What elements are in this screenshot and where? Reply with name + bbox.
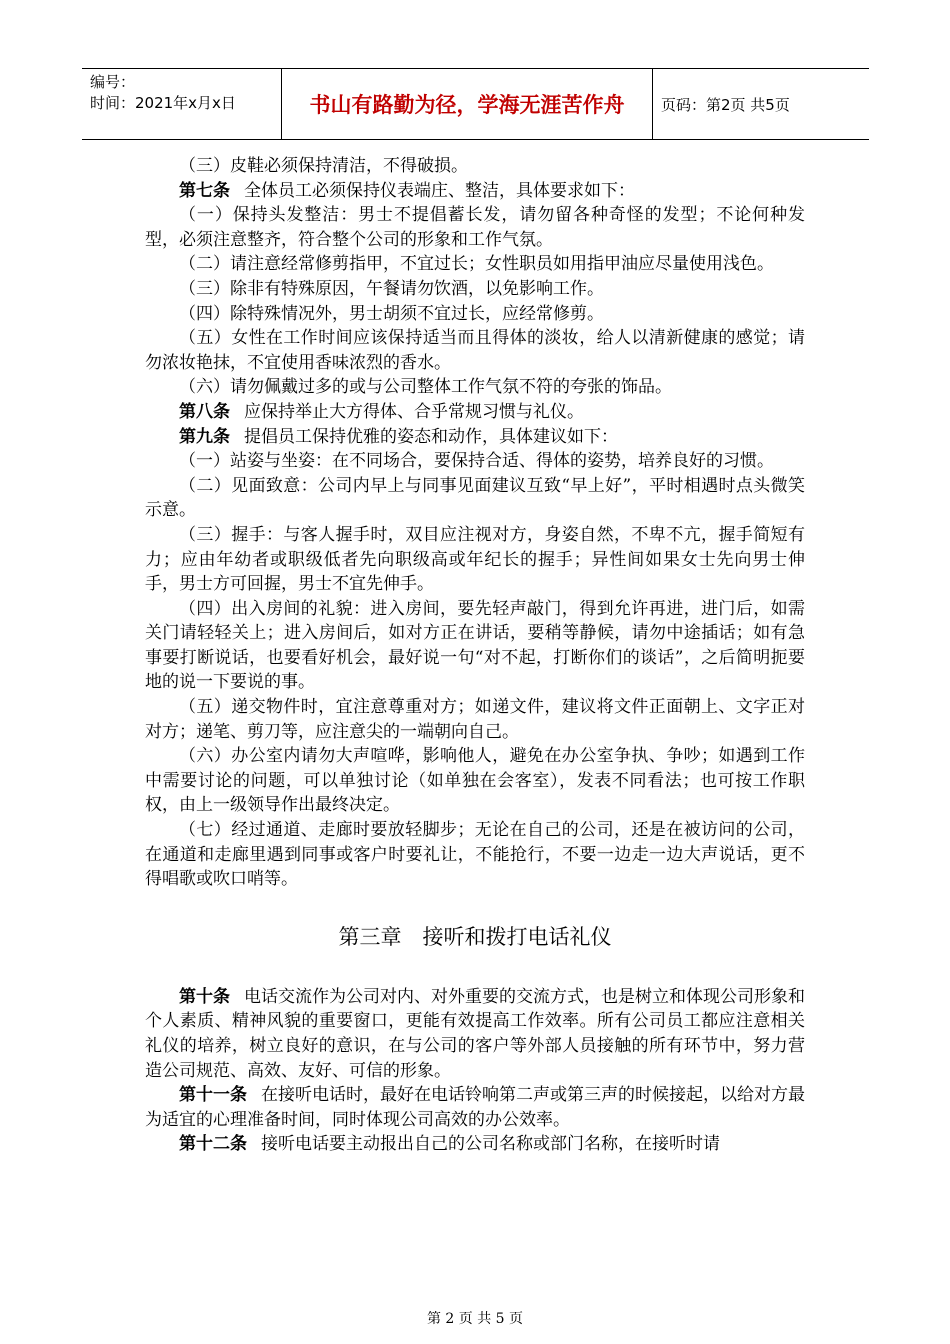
header-page-label: 页码：第2页 共5页 <box>661 95 790 114</box>
paragraph <box>145 252 805 277</box>
paragraph-text: （二）请注意经常修剪指甲，不宜过长；女性职员如用指甲油应尽量使用浅色。 <box>179 254 774 275</box>
article-lead: 第七条 <box>179 180 230 201</box>
header-meta-cell <box>82 69 282 139</box>
paragraph <box>145 400 805 425</box>
paragraph <box>145 425 805 450</box>
chapter-title: 第三章 接听和拨打电话礼仪 <box>338 924 612 949</box>
paragraph-text: （一）保持头发整洁：男士不提倡蓄长发，请勿留各种奇怪的发型；不论何种发型，必须注意整齐，符合整个公司的形象和工作气氛。 <box>145 205 805 250</box>
paragraph-text: （五）女性在工作时间应该保持适当而且得体的淡妆，给人以清新健康的感觉；请勿浓妆艳抹，不宜使用香味浓烈的香水。 <box>145 328 805 373</box>
paragraph-text: （三）除非有特殊原因，午餐请勿饮酒，以免影响工作。 <box>179 278 604 299</box>
article-lead: 第十条 <box>179 986 230 1007</box>
paragraph <box>145 449 805 474</box>
article-lead: 第九条 <box>179 426 230 447</box>
paragraph-text: （三）皮鞋必须保持清洁，不得破损。 <box>179 156 468 176</box>
serial-label: 编号： <box>90 73 136 91</box>
paragraph <box>145 1132 805 1157</box>
article-lead: 第八条 <box>179 401 230 422</box>
paragraph-text: 提倡员工保持优雅的姿态和动作，具体建议如下： <box>244 426 618 447</box>
page-footer: 第 2 页 共 5 页 <box>426 1311 524 1327</box>
time-label: 时间：2021年x月x日 <box>90 94 236 112</box>
paragraph-text: （五）递交物件时，宜注意尊重对方；如递文件，建议将文件正面朝上、文字正对对方；递笔、剪刀等，应注意尖的一端朝向自己。 <box>145 697 805 742</box>
paragraph-text: 应保持举止大方得体、合乎常规习惯与礼仪。 <box>244 401 584 422</box>
header-motto: 书山有路勤为径，学海无涯苦作舟 <box>282 69 653 139</box>
paragraph <box>145 818 805 892</box>
paragraph-text: 全体员工必须保持仪表端庄、整洁，具体要求如下： <box>244 180 635 201</box>
section-part1 <box>145 154 805 892</box>
paragraph-text: （七）经过通道、走廊时要放轻脚步；无论在自己的公司，还是在被访问的公司，在通道和走廊里遇到同事或客户时要礼让，不能抢行，不要一边走一边大声说话，更不得唱歌或吹口哨等。 <box>145 820 805 890</box>
paragraph <box>145 744 805 818</box>
paragraph <box>145 154 805 179</box>
paragraph <box>145 1083 805 1132</box>
paragraph <box>145 375 805 400</box>
page-header <box>82 68 869 140</box>
section-part2 <box>145 985 805 1157</box>
paragraph-text: （二）见面致意：公司内早上与同事见面建议互致“早上好”，平时相遇时点头微笑示意。 <box>145 475 805 521</box>
paragraph <box>145 985 805 1083</box>
paragraph <box>145 474 805 523</box>
paragraph <box>145 695 805 744</box>
article-lead: 第十二条 <box>179 1134 247 1155</box>
paragraph <box>145 597 805 695</box>
paragraph-text: （一）站姿与坐姿：在不同场合，要保持合适、得体的姿势，培养良好的习惯。 <box>179 451 774 472</box>
paragraph <box>145 326 805 375</box>
paragraph-text: 电话交流作为公司对内、对外重要的交流方式，也是树立和体现公司形象和个人素质、精神风貌的重要窗口，更能有效提高工作效率。所有公司员工都应注意相关礼仪的培养，树立良好的意识，在与公司的客户等外部人员接触的所有环节中，努力营造公司规范、高效、友好、可信的形象。 <box>145 986 805 1081</box>
paragraph <box>145 203 805 252</box>
paragraph <box>145 302 805 327</box>
paragraph-text: （三）握手：与客人握手时，双目应注视对方，身姿自然，不卑不亢，握手简短有力；应由年幼者或职级低者先向职级高或年纪长的握手；异性间如果女士先向男士伸手，男士方可回握，男士不宜先伸手。 <box>145 524 805 595</box>
paragraph <box>145 277 805 302</box>
paragraph <box>145 179 805 204</box>
article-lead: 第十一条 <box>179 1085 247 1106</box>
paragraph-text: （四）除特殊情况外，男士胡须不宜过长，应经常修剪。 <box>179 303 604 324</box>
paragraph-text: 在接听电话时，最好在电话铃响第二声或第三声的时候接起，以给对方最为适宜的心理准备时间，同时体现公司高效的办公效率。 <box>145 1085 805 1130</box>
document-body <box>145 154 805 1157</box>
paragraph-text: （六）请勿佩戴过多的或与公司整体工作气氛不符的夸张的饰品。 <box>179 377 672 398</box>
paragraph <box>145 523 805 597</box>
paragraph-text: （六）办公室内请勿大声喧哗，影响他人，避免在办公室争执、争吵；如遇到工作中需要讨论的问题，可以单独讨论（如单独在会客室），发表不同看法；也可按工作职权，由上一级领导作出最终决定。 <box>145 746 805 816</box>
paragraph-text: （四）出入房间的礼貌：进入房间，要先轻声敲门，得到允许再进，进门后，如需关门请轻轻关上；进入房间后，如对方正在讲话，要稍等静候，请勿中途插话；如有急事要打断说话，也要看好机会，最好说一句“对不起，打断你们的谈话”，之后简明扼要地的说一下要说的事。 <box>145 598 805 693</box>
paragraph-text: 接听电话要主动报出自己的公司名称或部门名称，在接听时请 <box>261 1134 720 1155</box>
